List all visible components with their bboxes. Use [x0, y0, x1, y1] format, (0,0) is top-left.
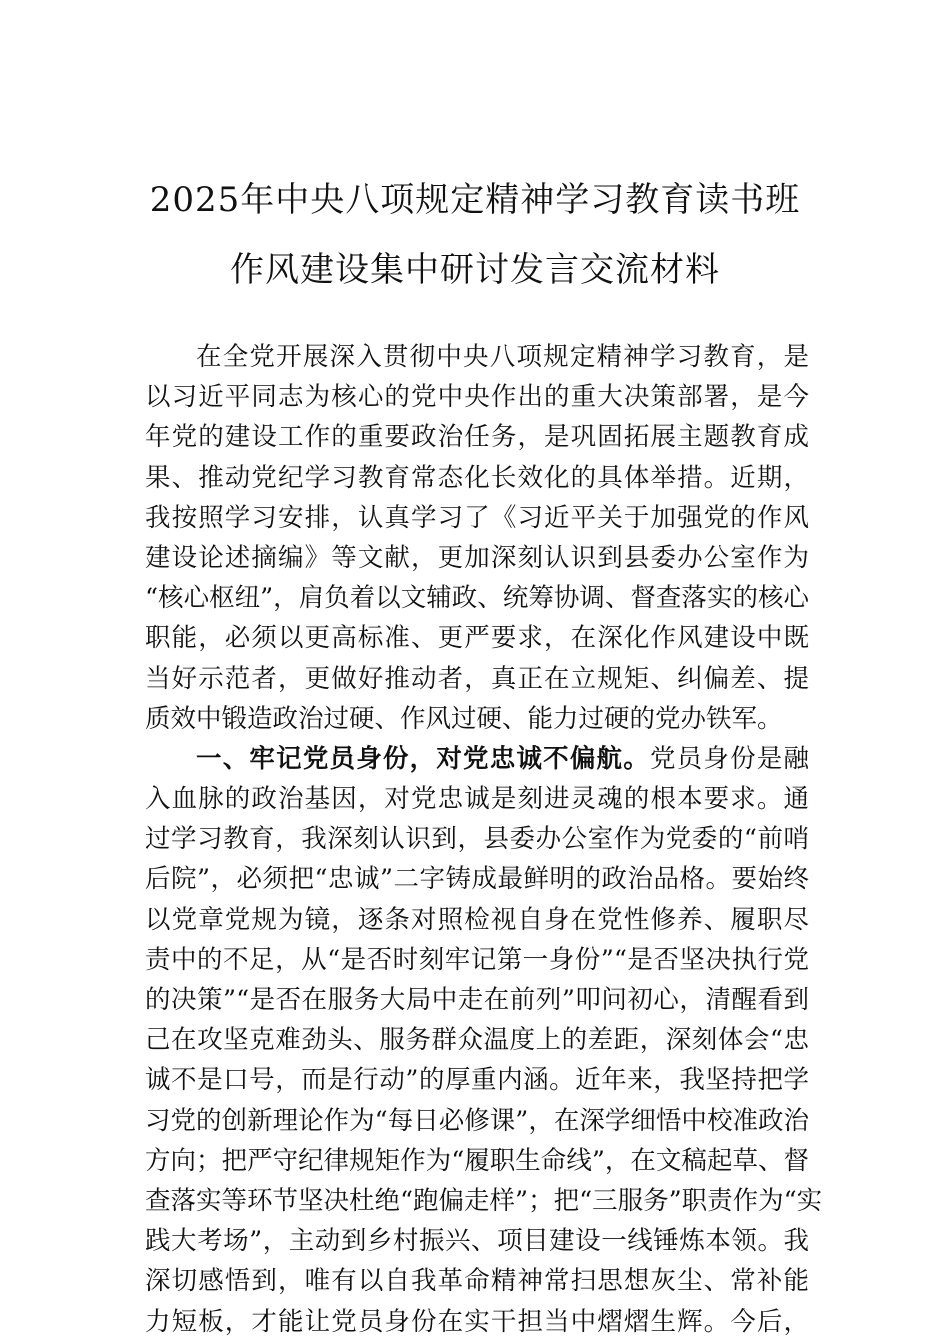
- section-1-heading: 一、牢记党员身份，对党忠诚不偏航。: [196, 743, 650, 774]
- paragraph-2-line: 方向；把严守纪律规矩作为“履职生命线”，在文稿起草、督: [145, 1145, 809, 1176]
- paragraph-1-line: 以习近平同志为核心的党中央作出的重大决策部署，是今: [145, 382, 809, 413]
- paragraph-2-line: 查落实等环节坚决杜绝“跑偏走样”；把“三服务”职责作为“实: [145, 1185, 823, 1216]
- paragraph-1-line: “核心枢纽”，肩负着以文辅政、统筹协调、督查落实的核心: [145, 583, 809, 614]
- paragraph-2-line: 己在攻坚克难劲头、服务群众温度上的差距，深刻体会“忠: [145, 1025, 809, 1056]
- paragraph-2-line: 入血脉的政治基因，对党忠诚是刻进灵魂的根本要求。通: [145, 784, 809, 815]
- document-title-line-2: 作风建设集中研讨发言交流材料: [230, 250, 720, 290]
- paragraph-1-line: 质效中锻造政治过硬、作风过硬、能力过硬的党办铁军。: [145, 703, 783, 734]
- paragraph-2-line: 后院”，必须把“忠诚”二字铸成最鲜明的政治品格。要始终: [145, 864, 809, 895]
- document-body: [145, 337, 823, 1342]
- paragraph-2-line: 过学习教育，我深刻认识到，县委办公室作为党委的“前哨: [145, 824, 809, 855]
- section-1-heading-continuation: 党员身份是融: [649, 743, 809, 774]
- paragraph-1-line: 果、推动党纪学习教育常态化长效化的具体举措。近期，: [145, 462, 809, 493]
- paragraph-2-line: 力短板，才能让党员身份在实干担当中熠熠生辉。今后，: [145, 1306, 809, 1337]
- paragraph-2-line: 习党的创新理论作为“每日必修课”，在深学细悟中校准政治: [145, 1105, 809, 1136]
- paragraph-2-line: 以党章党规为镜，逐条对照检视自身在党性修养、履职尽: [145, 904, 809, 935]
- paragraph-1-line: 当好示范者，更做好推动者，真正在立规矩、纠偏差、提: [145, 663, 809, 694]
- paragraph-1-line: 职能，必须以更高标准、更严要求，在深化作风建设中既: [145, 623, 809, 654]
- paragraph-2-line: 践大考场”，主动到乡村振兴、项目建设一线锤炼本领。我: [145, 1226, 809, 1257]
- paragraph-2-line: 的决策”“是否在服务大局中走在前列”叩问初心，清醒看到: [145, 985, 809, 1015]
- paragraph-1-line: 建设论述摘编》等文献，更加深刻认识到县委办公室作为: [145, 542, 809, 573]
- paragraph-2-line: 诚不是口号，而是行动”的厚重内涵。近年来，我坚持把学: [145, 1065, 809, 1096]
- section-1-heading-line: [145, 739, 809, 779]
- document-title-line-1: 2025年中央八项规定精神学习教育读书班: [149, 180, 801, 220]
- paragraph-2-line: 责中的不足，从“是否时刻牢记第一身份”“是否坚决执行党: [145, 944, 809, 975]
- paragraph-1-line: 在全党开展深入贯彻中央八项规定精神学习教育，是: [196, 342, 809, 372]
- paragraph-2-line: 深切感悟到，唯有以自我革命精神常扫思想灰尘、常补能: [145, 1266, 809, 1297]
- paragraph-1-line: 年党的建设工作的重要政治任务，是巩固拓展主题教育成: [145, 422, 809, 453]
- paragraph-1-line: 我按照学习安排，认真学习了《习近平关于加强党的作风: [145, 502, 809, 533]
